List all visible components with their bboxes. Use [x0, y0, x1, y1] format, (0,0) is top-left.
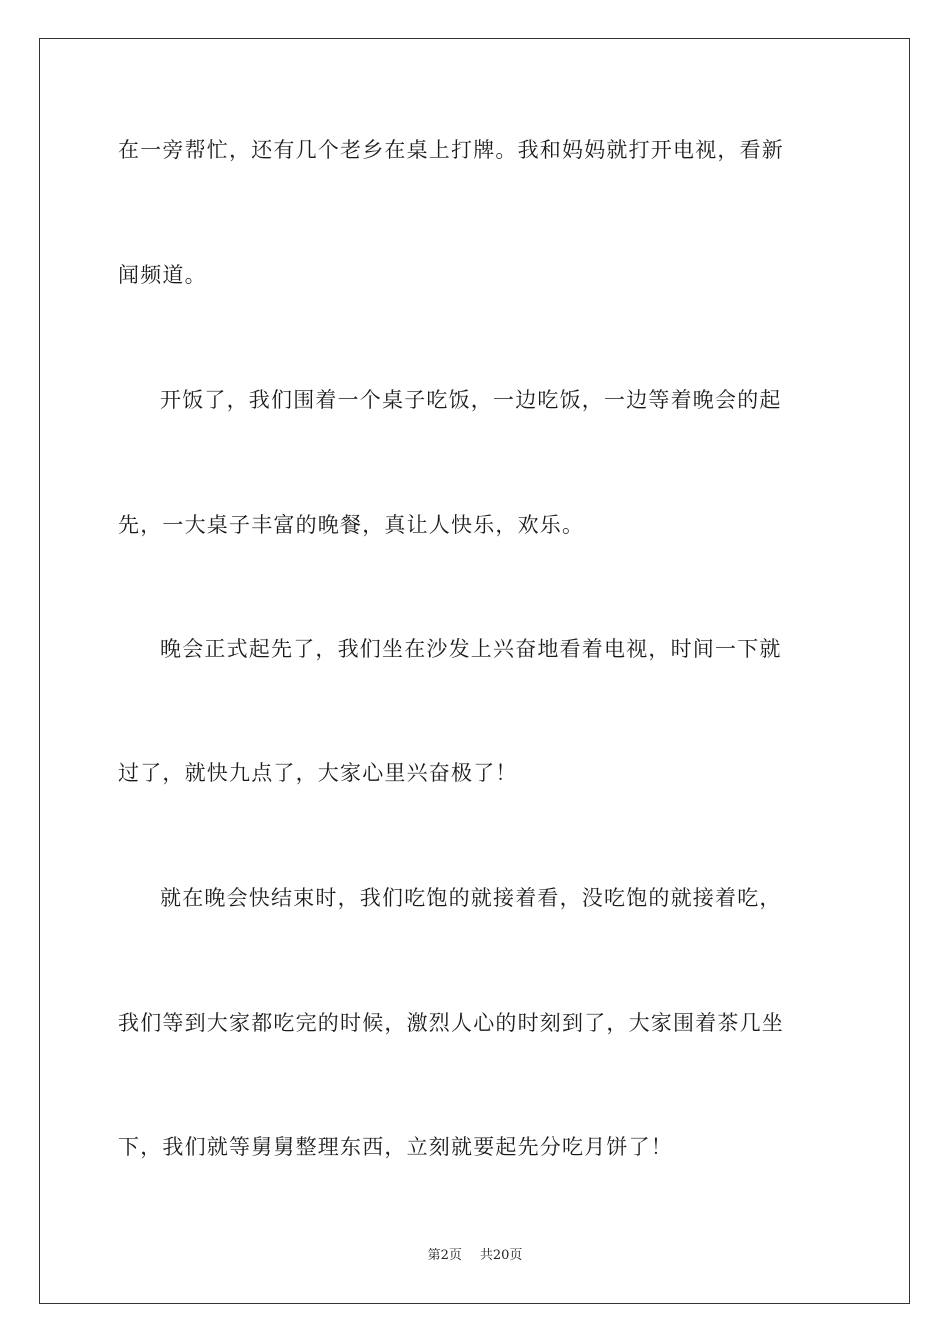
paragraph-line: 开饭了，我们围着一个桌子吃饭，一边吃饭，一边等着晚会的起 [160, 388, 782, 412]
page-footer [0, 1247, 950, 1265]
paragraph-line: 下，我们就等舅舅整理东西，立刻就要起先分吃月饼了！ [118, 1135, 673, 1159]
page-border [39, 38, 910, 1304]
paragraph-line: 过了，就快九点了，大家心里兴奋极了！ [118, 761, 518, 785]
page-number: 第2页 [427, 1248, 462, 1263]
paragraph-line: 我们等到大家都吃完的时候，激烈人心的时刻到了，大家围着茶几坐 [118, 1011, 784, 1035]
paragraph-line: 晚会正式起先了，我们坐在沙发上兴奋地看着电视，时间一下就 [160, 637, 782, 661]
paragraph-line: 就在晚会快结束时，我们吃饱的就接着看，没吃饱的就接着吃， [160, 886, 782, 910]
paragraph-line: 在一旁帮忙，还有几个老乡在桌上打牌。我和妈妈就打开电视，看新 [118, 138, 784, 162]
paragraph-line: 闻频道。 [118, 263, 207, 287]
total-pages: 共20页 [479, 1248, 523, 1263]
paragraph-line: 先，一大桌子丰富的晚餐，真让人快乐，欢乐。 [118, 513, 585, 537]
